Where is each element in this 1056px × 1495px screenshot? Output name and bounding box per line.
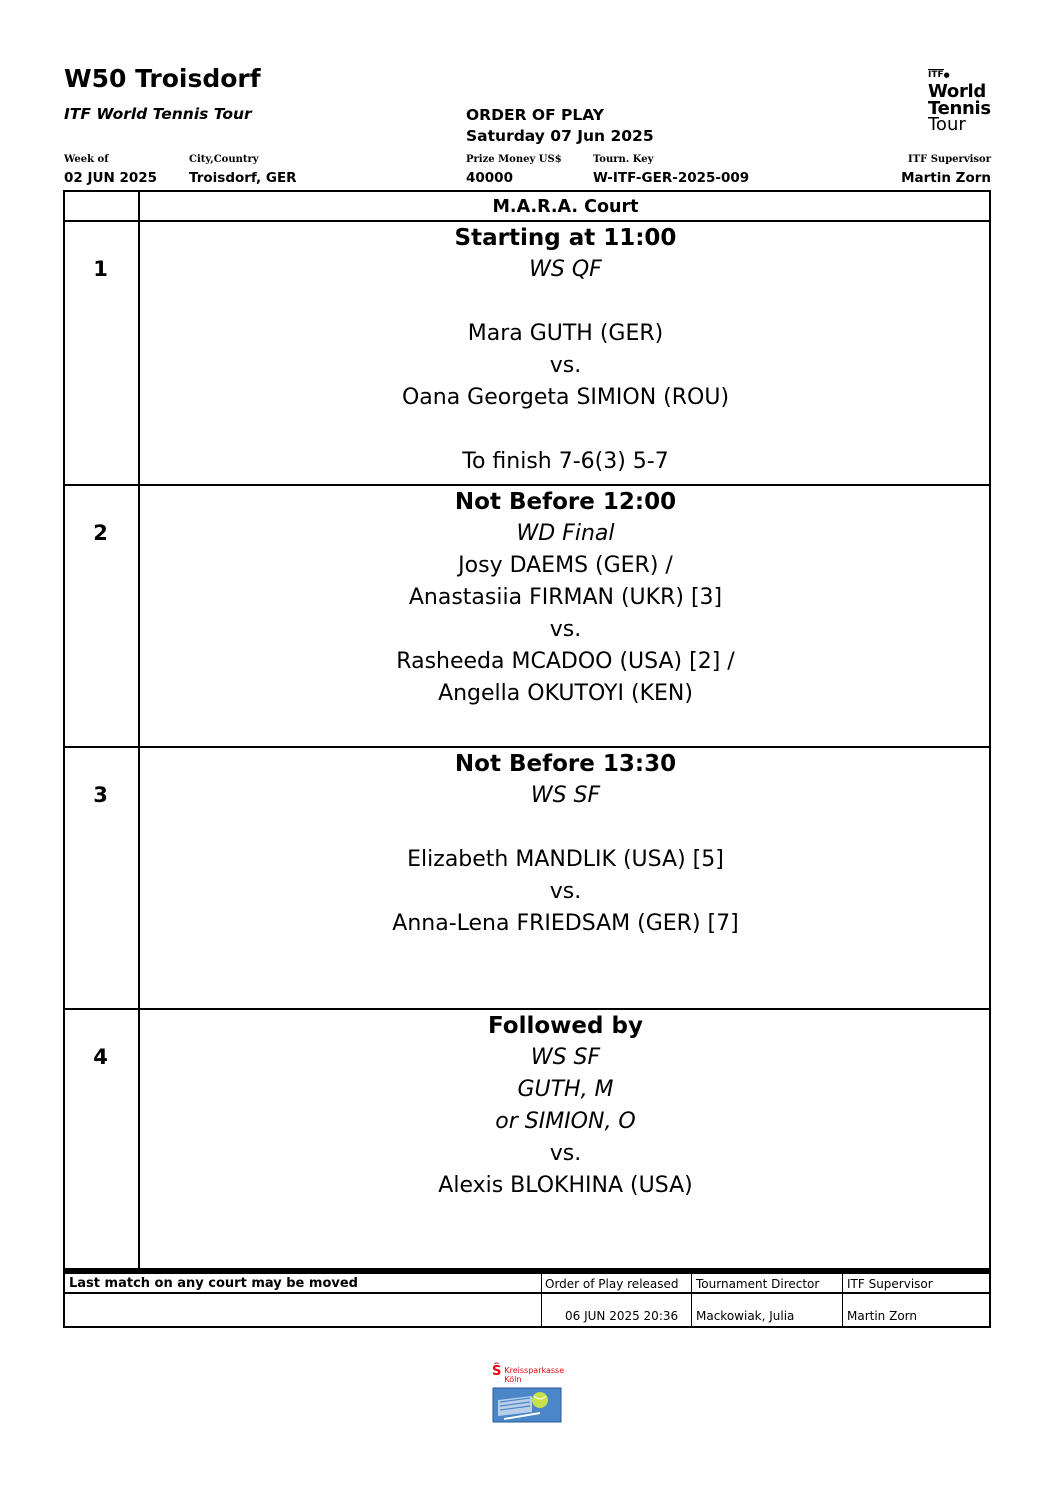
player-a-option-1: GUTH, M <box>517 1077 614 1102</box>
logo-tour: Tour <box>928 114 966 135</box>
match-event: WD Final <box>516 521 615 546</box>
match-number: 2 <box>93 521 108 545</box>
team-b-player-2: Angella OKUTOYI (KEN) <box>438 681 693 706</box>
tennis-club-emblem <box>492 1386 562 1424</box>
week-value: 02 JUN 2025 <box>64 170 158 186</box>
team-a-player-2: Anastasiia FIRMAN (UKR) [3] <box>408 585 723 610</box>
match-time: Starting at 11:00 <box>454 225 677 251</box>
order-of-play-heading <box>466 105 654 147</box>
team-a-player-1: Josy DAEMS (GER) / <box>458 553 673 578</box>
versus: vs. <box>549 617 582 642</box>
footer-row-divider <box>65 1292 989 1294</box>
player-a: Elizabeth MANDLIK (USA) [5] <box>407 847 724 872</box>
match-time: Followed by <box>488 1013 643 1039</box>
sponsor-city: Köln <box>504 1375 522 1384</box>
key-label: Tourn. Key <box>593 154 654 165</box>
match-number: 4 <box>93 1045 108 1069</box>
match-number: 3 <box>93 783 108 807</box>
city-value: Troisdorf, GER <box>189 170 297 186</box>
logo-world: World <box>928 81 987 102</box>
match-time: Not Before 12:00 <box>454 489 677 515</box>
sparkasse-icon: Ŝ <box>492 1364 502 1379</box>
released-label: Order of Play released <box>545 1277 679 1291</box>
match-event: WS SF <box>530 783 601 808</box>
versus: vs. <box>549 1141 582 1166</box>
supervisor-label: ITF Supervisor <box>908 154 991 165</box>
match-event: WS SF <box>530 1045 601 1070</box>
prize-label: Prize Money US$ <box>466 154 562 165</box>
sponsor-logo <box>492 1366 564 1424</box>
prize-value: 40000 <box>466 170 513 186</box>
tour-name: ITF World Tennis Tour <box>64 105 252 123</box>
match-number: 1 <box>93 257 108 281</box>
footer-table <box>63 1270 991 1328</box>
match-event: WS QF <box>529 257 602 282</box>
logo-tennis: Tennis <box>928 98 991 119</box>
city-label: City,Country <box>189 154 259 165</box>
team-b-player-1: Rasheeda MCADOO (USA) [2] / <box>396 649 735 674</box>
match-details <box>140 1010 991 1202</box>
match-details <box>140 486 991 710</box>
match-slot-1 <box>63 222 991 486</box>
tournament-title: W50 Troisdorf <box>64 64 261 93</box>
player-a: Mara GUTH (GER) <box>467 321 664 346</box>
week-label: Week of <box>64 154 109 165</box>
versus: vs. <box>549 879 582 904</box>
logo-itf: ITF <box>928 70 944 80</box>
match-slot-3 <box>63 748 991 1010</box>
footer-supervisor-value: Martin Zorn <box>847 1309 917 1323</box>
released-value: 06 JUN 2025 20:36 <box>565 1309 679 1323</box>
match-details <box>140 748 991 940</box>
supervisor-value: Martin Zorn <box>901 170 991 186</box>
sponsor-name: Kreissparkasse <box>504 1366 565 1375</box>
versus: vs. <box>549 353 582 378</box>
match-slot-4 <box>63 1010 991 1270</box>
director-label: Tournament Director <box>696 1277 820 1291</box>
director-value: Mackowiak, Julia <box>696 1309 795 1323</box>
world-tennis-tour-logo: ITF● World Tennis Tour <box>928 64 994 133</box>
footer-col-divider <box>541 1274 542 1328</box>
key-value: W-ITF-GER-2025-009 <box>593 170 750 186</box>
match-note: To finish 7-6(3) 5-7 <box>462 449 669 474</box>
match-slot-2 <box>63 486 991 748</box>
player-b: Alexis BLOKHINA (USA) <box>438 1173 693 1198</box>
number-column-divider <box>138 190 140 1270</box>
match-time: Not Before 13:30 <box>454 751 677 777</box>
oop-date: Saturday 07 Jun 2025 <box>466 127 654 145</box>
footer-col-divider <box>842 1274 843 1328</box>
court-name: M.A.R.A. Court <box>492 197 639 217</box>
footer-col-divider <box>691 1274 692 1328</box>
player-b: Oana Georgeta SIMION (ROU) <box>401 385 730 410</box>
player-a-option-2: or SIMION, O <box>495 1109 636 1134</box>
oop-title: ORDER OF PLAY <box>466 106 605 124</box>
footer-supervisor-label: ITF Supervisor <box>847 1277 933 1291</box>
footer-note: Last match on any court may be moved <box>69 1276 358 1291</box>
match-details <box>140 222 991 478</box>
player-b: Anna-Lena FRIEDSAM (GER) [7] <box>392 911 739 936</box>
